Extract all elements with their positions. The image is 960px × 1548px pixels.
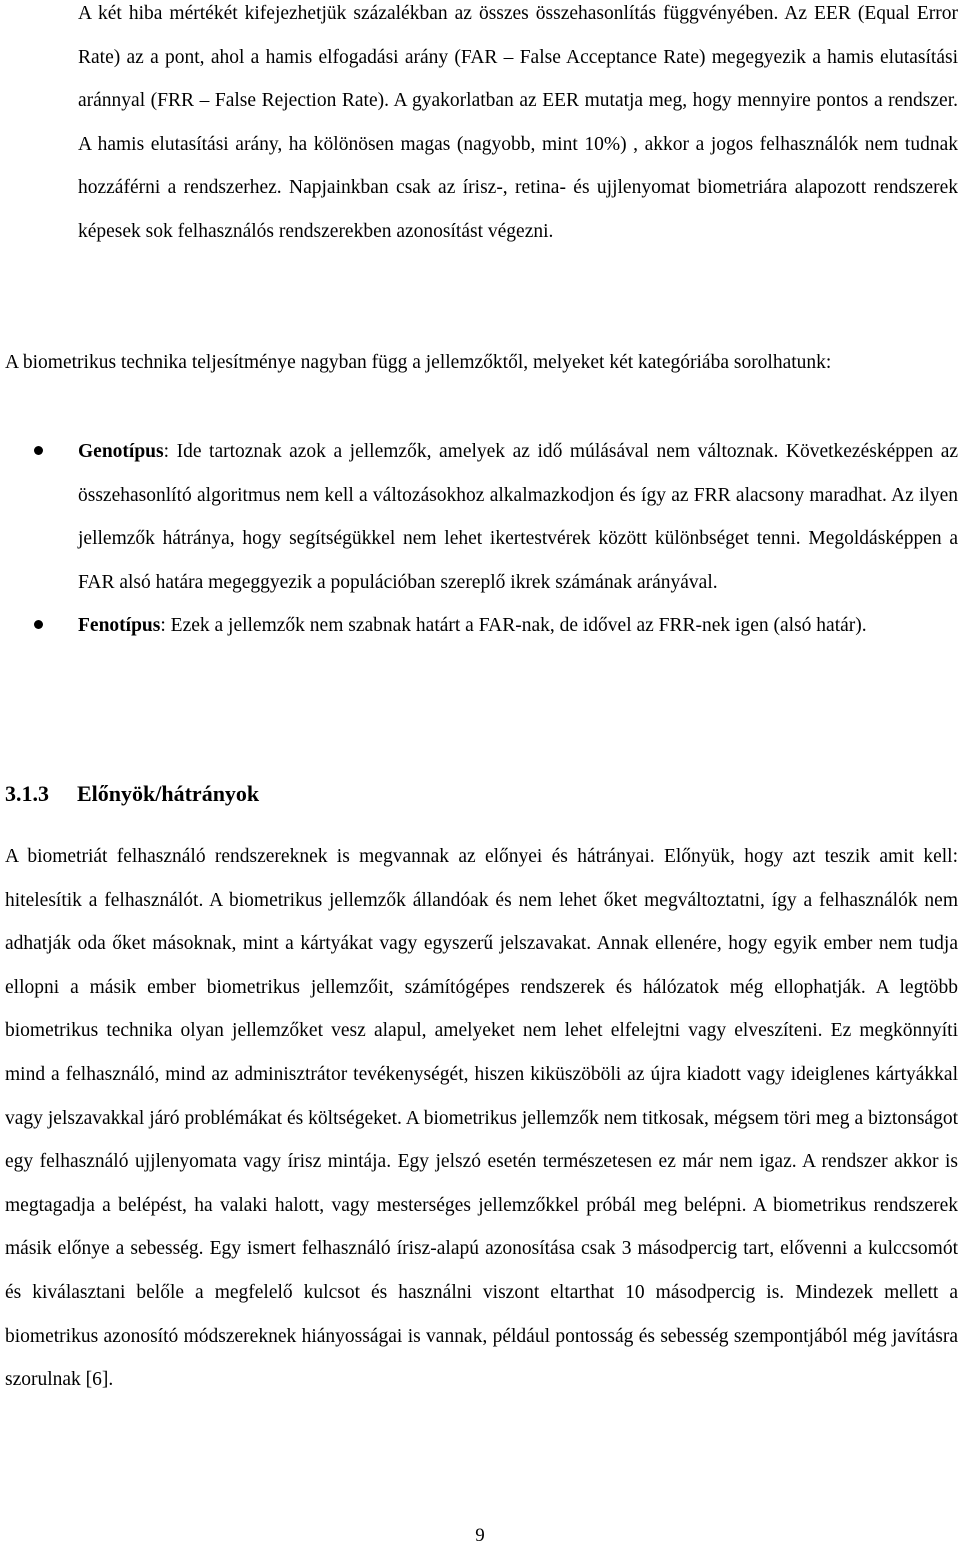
term-phenotype: Fenotípus	[78, 615, 161, 637]
list-item-phenotype	[0, 604, 960, 648]
paragraph-error-rates: A két hiba mértékét kifejezhetjük százalékban az összes összehasonlítás függvényében. Az EER (Equal Error Rate) az a pont, ahol a hamis elfogadási arány (FAR – False Acceptance Rate) megegyezik a hamis elutasítási aránnyal (FRR – False Rejection Rate). A gyakorlatban az EER mutatja meg, hogy mennyire pontos a rendszer. A hamis elutasítási arány, ha kölönösen magas (nagyobb, mint 10%) , akkor a jogos felhasználók nem tudnak hozzáférni a rendszerhez. Napjainkban csak az írisz-, retina- és ujjlenyomat biometriára alapozott rendszerek képesek sok felhasználós rendszerekben azonosítást végezni.	[78, 3, 958, 242]
bullet-icon	[34, 446, 43, 455]
page-number: 9	[475, 1525, 485, 1546]
section-heading	[5, 772, 259, 815]
characteristics-list	[0, 430, 960, 648]
section-title: Előnyök/hátrányok	[77, 781, 260, 806]
description-phenotype: : Ezek a jellemzők nem szabnak határt a FAR-nak, de idővel az FRR-nek igen (alsó határ).	[160, 615, 867, 637]
section-number: 3.1.3	[5, 781, 49, 806]
description-genotype: : Ide tartoznak azok a jellemzők, amelyek az idő múlásával nem változnak. Következésképpen az összehasonlító algoritmus nem kell a változásokhoz alkalmazkodjon és így az FRR alacsony maradhat. Az ilyen jellemzők hátránya, hogy segítségükkel nem lehet ikertestvérek között különbséget tenni. Megoldásképpen a FAR alsó határa megeggyezik a populációban szereplő ikrek számának arányával.	[78, 441, 958, 593]
paragraph-characteristics-intro: A biometrikus technika teljesítménye nagyban függ a jellemzőktől, melyeket két kategóriába sorolhatunk:	[5, 352, 832, 373]
list-item-genotype	[0, 430, 960, 604]
bullet-icon	[34, 620, 43, 629]
paragraph-advantages: A biometriát felhasználó rendszereknek is megvannak az előnyei és hátrányai. Előnyük, hogy azt teszik amit kell: hitelesítik a felhasználót. A biometrikus jellemzők állandóak és nem lehet őket megváltoztatni, így a felhasználók nem adhatják oda őket másoknak, mint a kártyákat vagy egyszerű jelszavakat. Annak ellenére, hogy egyik ember nem tudja ellopni a másik ember biometrikus jellemzőit, számítógépes rendszerek és hálózatok még ellophatják. A legtöbb biometrikus technika olyan jellemzőket vesz alapul, amelyeket nem lehet elfelejtni vagy elveszíteni. Ez megkönnyíti mind a felhasználó, mind az adminisztrátor tevékenységét, hiszen kiküszöböli az újra kiadott vagy ideiglenes kártyákkal vagy jelszavakkal járó problémákat és költségeket. A biometrikus jellemzők nem titkosak, mégsem töri meg a biztonságot egy felhasználó ujjlenyomata vagy írisz mintája. Egy jelszó esetén természetesen ez már nem igaz. A rendszer akkor is megtagadja a belépést, ha valaki halott, vagy mesterséges jellemzőkkel próbál meg belépni. A biometrikus rendszerek másik előnye a sebesség. Egy ismert felhasználó írisz-alapú azonosítása csak 3 másodpercig tart, elővenni a kulccsomót és kiválasztani belőle a megfelelő kulcsot és használni viszont eltarthat 10 másodpercig is. Mindezek mellett a biometrikus azonosító módszereknek hiányosságai is vannak, például pontosság és sebesség szempontjából még javításra szorulnak [6].	[5, 846, 958, 1391]
term-genotype: Genotípus	[78, 441, 164, 462]
